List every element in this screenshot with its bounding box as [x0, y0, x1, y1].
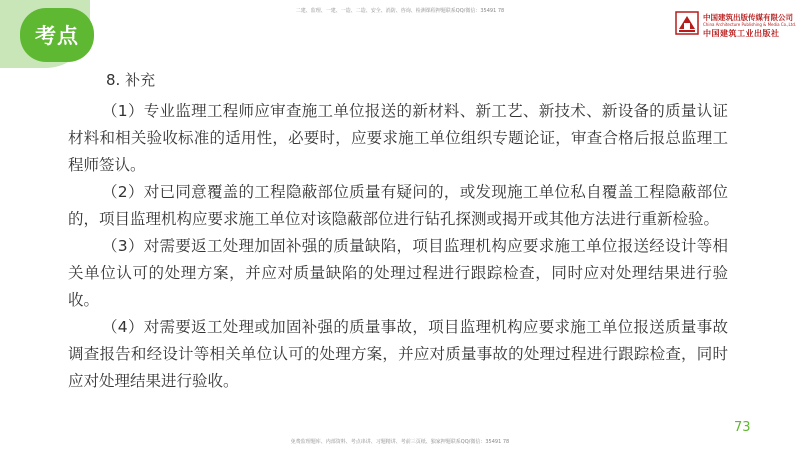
publisher-logo — [675, 10, 795, 40]
publisher-name-calligraphy: 中国建筑工业出版社 — [703, 28, 780, 38]
page-number: 73 — [734, 420, 751, 435]
paragraph-2: （2）对已同意覆盖的工程隐蔽部位质量有疑问的，或发现施工单位私自覆盖工程隐蔽部位的，项目监理机构应要求施工单位对该隐蔽部位进行钻孔探测或揭开或其他方法进行重新检验。 — [68, 183, 728, 228]
section-content — [68, 70, 728, 395]
section-heading: 8. 补充 — [106, 71, 156, 89]
paragraph-4: （4）对需要返工处理或加固补强的质量事故，项目监理机构应要求施工单位报送质量事故调查报告和经设计等相关单位认可的处理方案，并应对质量事故的处理过程进行跟踪检查，同时应对处理结果进行验收。 — [68, 318, 728, 390]
topic-badge — [20, 8, 94, 62]
paragraph-1: （1）专业监理工程师应审查施工单位报送的新材料、新工艺、新技术、新设备的质量认证材料和相关验收标准的适用性，必要时，应要求施工单位组织专题论证，审查合格后报总监理工程师签认。 — [68, 102, 728, 174]
footer-note: 免费监理题库、内部资料、考点串讲、习题精讲、考前三页纸、独家押题联系QQ/微信：35491 78 — [290, 439, 510, 445]
publisher-name-en: China Architecture Publishing & Media Co.,Ltd. — [703, 22, 797, 27]
publisher-emblem-icon — [675, 11, 699, 35]
header-note: 二建、监理、一建、一造、二造、安全、消防、咨询、检测课程押题联系QQ/微信：35491 78 — [295, 8, 505, 14]
publisher-name-cn: 中国建筑出版传媒有限公司 — [703, 13, 793, 22]
badge-label: 考点 — [35, 24, 79, 48]
paragraph-3: （3）对需要返工处理加固补强的质量缺陷，项目监理机构应要求施工单位报送经设计等相关单位认可的处理方案，并应对质量缺陷的处理过程进行跟踪检查，同时应对处理结果进行验收。 — [68, 237, 728, 309]
